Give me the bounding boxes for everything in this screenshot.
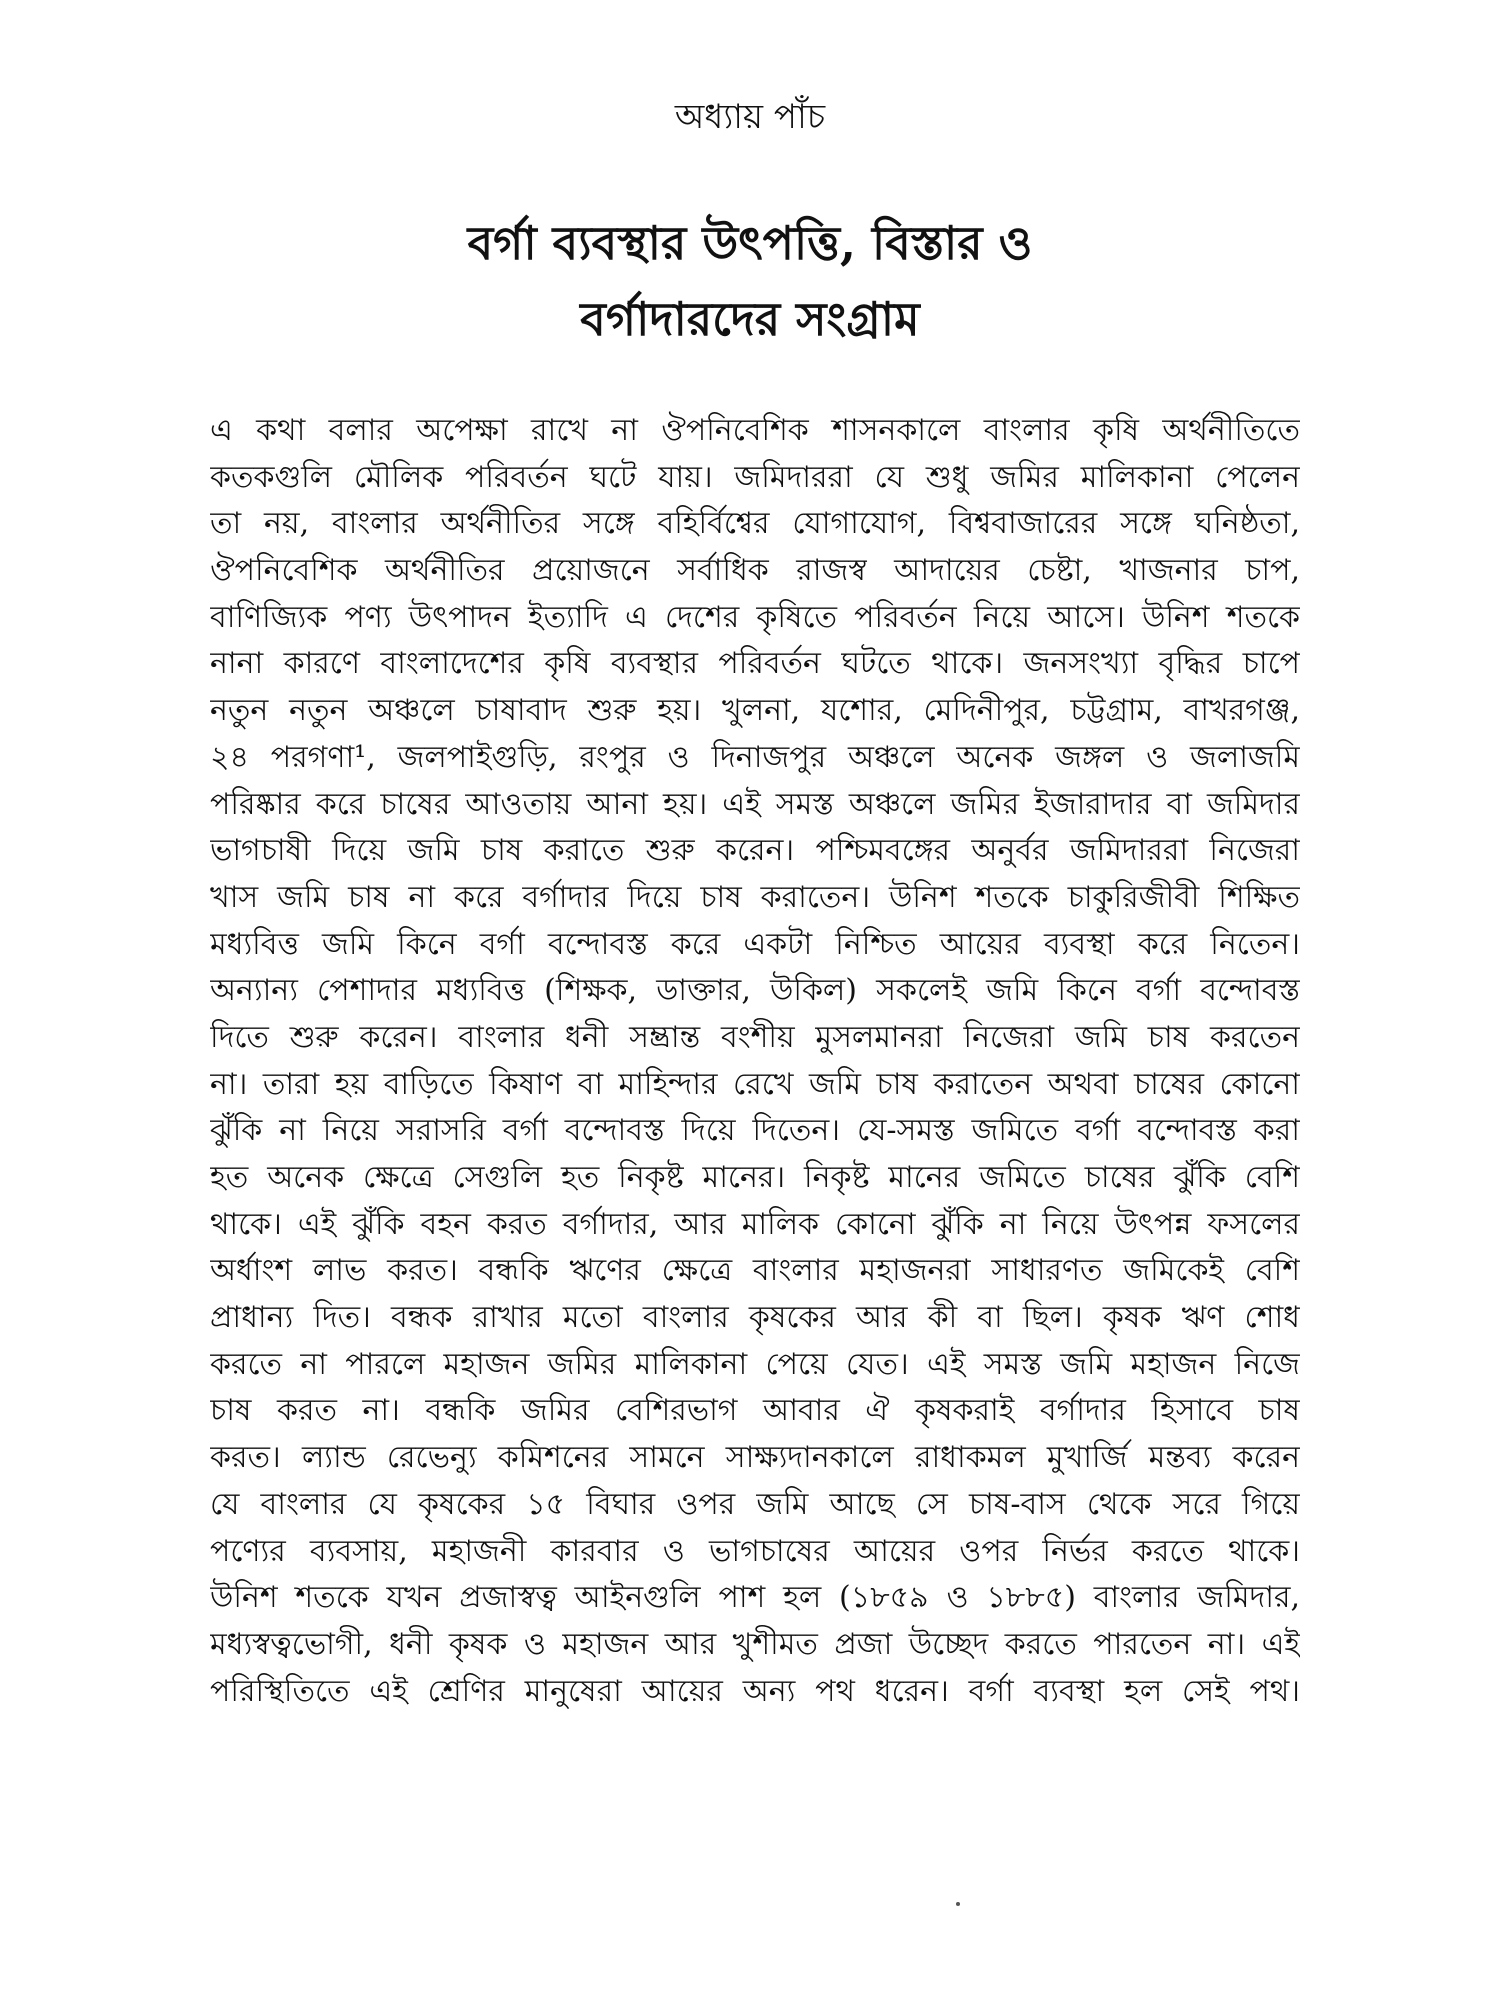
paragraph-line: এ কথা বলার অপেক্ষা রাখে না ঔপনিবেশিক শাসনকালে বাংলার কৃষি অর্থনীতিতে: [210, 413, 1300, 448]
chapter-label: অধ্যায় পাঁচ: [674, 97, 826, 137]
print-speck: [956, 1902, 960, 1906]
paragraph-line: ঝুঁকি না নিয়ে সরাসরি বর্গা বন্দোবস্ত দিয়ে দিতেন। যে-সমস্ত জমিতে বর্গা বন্দোবস্ত করা: [210, 1113, 1300, 1149]
paragraph-line: চাষ করত না। বন্ধকি জমির বেশিরভাগ আবার ঐ কৃষকরাই বর্গাদার হিসাবে চাষ: [210, 1393, 1300, 1429]
paragraph-line: তা নয়, বাংলার অর্থনীতির সঙ্গে বহির্বিশ্বের যোগাযোগ, বিশ্ববাজারের সঙ্গে ঘনিষ্ঠতা,: [210, 506, 1300, 542]
paragraph-line: অর্ধাংশ লাভ করত। বন্ধকি ঋণের ক্ষেত্রে বাংলার মহাজনরা সাধারণত জমিকেই বেশি: [210, 1253, 1300, 1289]
paragraph-line: ২৪ পরগণা¹, জলপাইগুড়ি, রংপুর ও দিনাজপুর অঞ্চলে অনেক জঙ্গল ও জলাজমি: [210, 739, 1300, 775]
paragraph-line: ভাগচাষী দিয়ে জমি চাষ করাতে শুরু করেন। পশ্চিমবঙ্গের অনুর্বর জমিদাররা নিজেরা: [210, 833, 1300, 869]
paragraph-line: পরিস্থিতিতে এই শ্রেণির মানুষেরা আয়ের অন্য পথ ধরেন। বর্গা ব্যবস্থা হল সেই পথ।: [210, 1673, 1300, 1709]
paragraph-line: যে বাংলার যে কৃষকের ১৫ বিঘার ওপর জমি আছে সে চাষ-বাস থেকে সরে গিয়ে: [210, 1486, 1300, 1522]
paragraph-line: থাকে। এই ঝুঁকি বহন করত বর্গাদার, আর মালিক কোনো ঝুঁকি না নিয়ে উৎপন্ন ফসলের: [210, 1206, 1300, 1242]
paragraph-line: অন্যান্য পেশাদার মধ্যবিত্ত (শিক্ষক, ডাক্তার, উকিল) সকলেই জমি কিনে বর্গা বন্দোবস্ত: [210, 973, 1300, 1009]
paragraph-line: নানা কারণে বাংলাদেশের কৃষি ব্যবস্থার পরিবর্তন ঘটতে থাকে। জনসংখ্যা বৃদ্ধির চাপে: [210, 646, 1300, 682]
paragraph-line: করতে না পারলে মহাজন জমির মালিকানা পেয়ে যেত। এই সমস্ত জমি মহাজন নিজে: [210, 1346, 1300, 1382]
paragraph-line: ঔপনিবেশিক অর্থনীতির প্রয়োজনে সর্বাধিক রাজস্ব আদায়ের চেষ্টা, খাজনার চাপ,: [210, 553, 1300, 589]
paragraph-line: প্রাধান্য দিত। বন্ধক রাখার মতো বাংলার কৃষকের আর কী বা ছিল। কৃষক ঋণ শোধ: [210, 1300, 1300, 1336]
paragraph-line: পণ্যের ব্যবসায়, মহাজনী কারবার ও ভাগচাষের আয়ের ওপর নির্ভর করতে থাকে।: [210, 1533, 1300, 1569]
paragraph-line: হত অনেক ক্ষেত্রে সেগুলি হত নিকৃষ্ট মানের। নিকৃষ্ট মানের জমিতে চাষের ঝুঁকি বেশি: [210, 1160, 1300, 1195]
chapter-title-line-2: বর্গাদারদের সংগ্রাম: [580, 292, 920, 346]
paragraph-line: মধ্যস্বত্বভোগী, ধনী কৃষক ও মহাজন আর খুশীমত প্রজা উচ্ছেদ করতে পারতেন না। এই: [210, 1626, 1300, 1662]
paragraph-line: মধ্যবিত্ত জমি কিনে বর্গা বন্দোবস্ত করে একটা নিশ্চিত আয়ের ব্যবস্থা করে নিতেন।: [210, 926, 1300, 962]
paragraph-line: করত। ল্যান্ড রেভেন্যু কমিশনের সামনে সাক্ষ্যদানকালে রাধাকমল মুখার্জি মন্তব্য করেন: [210, 1440, 1300, 1476]
chapter-title: [0, 205, 1500, 357]
paragraph-line: দিতে শুরু করেন। বাংলার ধনী সম্ভ্রান্ত বংশীয় মুসলমানরা নিজেরা জমি চাষ করতেন: [210, 1019, 1300, 1055]
paragraph-line: বাণিজ্যিক পণ্য উৎপাদন ইত্যাদি এ দেশের কৃষিতে পরিবর্তন নিয়ে আসে। উনিশ শতকে: [210, 599, 1300, 635]
paragraph-line: পরিষ্কার করে চাষের আওতায় আনা হয়। এই সমস্ত অঞ্চলে জমির ইজারাদার বা জমিদার: [210, 786, 1300, 822]
paragraph-line: উনিশ শতকে যখন প্রজাস্বত্ব আইনগুলি পাশ হল (১৮৫৯ ও ১৮৮৫) বাংলার জমিদার,: [210, 1580, 1300, 1616]
chapter-title-line-1: বর্গা ব্যবস্থার উৎপত্তি, বিস্তার ও: [467, 216, 1033, 270]
paragraph-line: কতকগুলি মৌলিক পরিবর্তন ঘটে যায়। জমিদাররা যে শুধু জমির মালিকানা পেলেন: [210, 459, 1300, 495]
paragraph-line: খাস জমি চাষ না করে বর্গাদার দিয়ে চাষ করাতেন। উনিশ শতকে চাকুরিজীবী শিক্ষিত: [210, 879, 1300, 915]
paragraph-line: নতুন নতুন অঞ্চলে চাষাবাদ শুরু হয়। খুলনা, যশোর, মেদিনীপুর, চট্টগ্রাম, বাখরগঞ্জ,: [210, 693, 1300, 729]
paragraph-line: না। তারা হয় বাড়িতে কিষাণ বা মাহিন্দার রেখে জমি চাষ করাতেন অথবা চাষের কোনো: [210, 1066, 1300, 1102]
body-paragraph: [210, 408, 1300, 1715]
